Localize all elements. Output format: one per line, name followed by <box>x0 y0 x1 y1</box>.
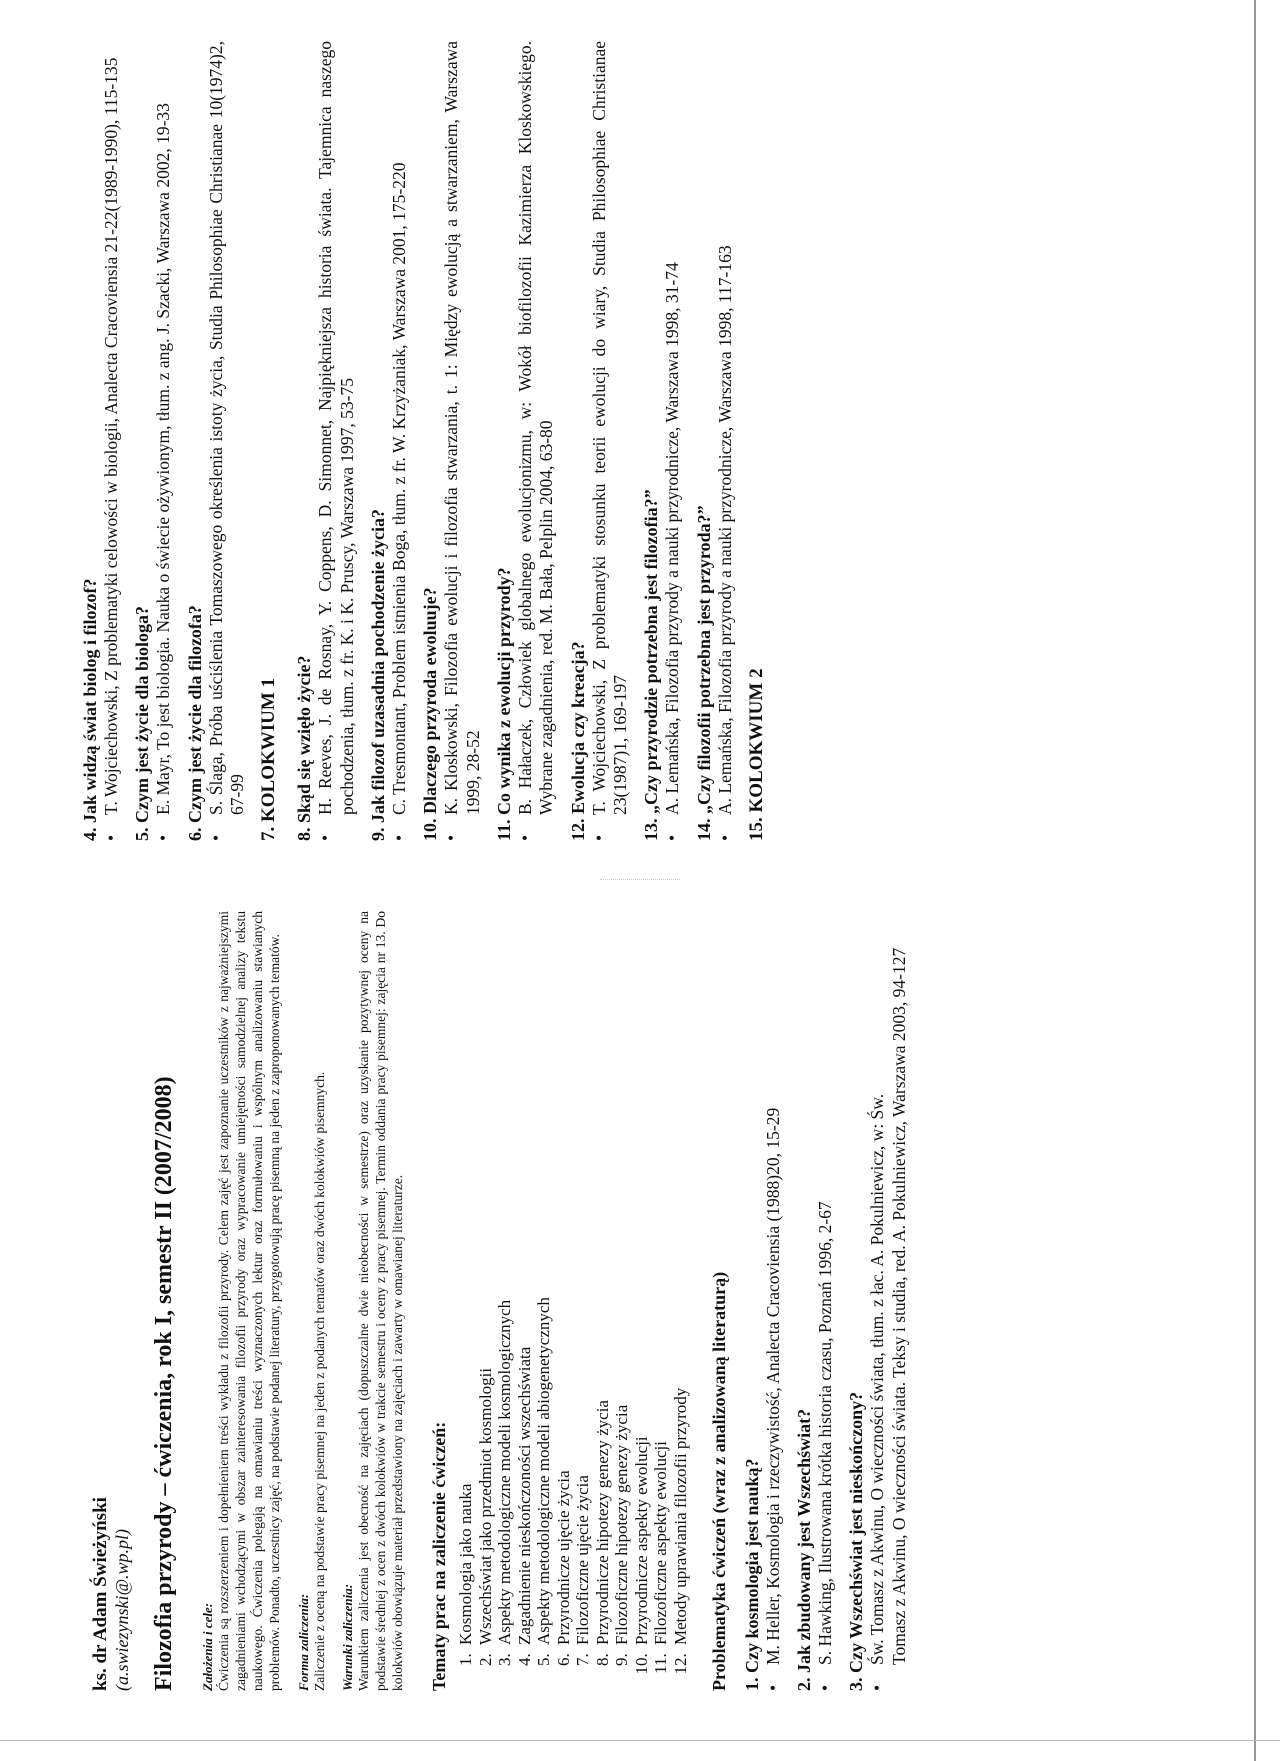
form-heading: Forma zaliczenia: <box>295 1593 311 1691</box>
problem-item <box>846 911 910 1691</box>
list-item: 7. Filozoficzne ujęcie życia <box>573 911 593 1649</box>
form-text: Zaliczenie z oceną na podstawie pracy pisemnej na jeden z podanych tematów oraz dwóch kolokwiów pisemnych. <box>311 1071 327 1691</box>
list-item: 8. Przyrodnicze hipotezy genezy życia <box>593 911 613 1649</box>
bullet-icon: • <box>762 1684 783 1691</box>
problem-title: 9. Jak filozof uzasadnia pochodzenie życia? <box>368 509 389 841</box>
problem-item <box>420 41 484 841</box>
bibliography-entry: • B. Hałaczek, Człowiek globalnego ewolucjonizmu, w: Wokół biofilozofii Kazimierza Kloskowskiego. Wybrane zagadnienia, red. M. Bała, Pelplin 2004, 63-80 <box>515 41 557 841</box>
problem-title: 10. Dlaczego przyroda ewoluuje? <box>420 587 441 841</box>
problem-title: 14. „Czy filozofii potrzebna jest przyroda?” <box>693 505 714 841</box>
list-item: 12. Metody uprawiania filozofii przyrody <box>671 911 691 1649</box>
author-email: (a.swiezynski@.wp.pl) <box>112 1528 132 1691</box>
list-item: 1. Kosmologia jako nauka <box>456 911 476 1649</box>
bullet-icon: • <box>205 834 226 841</box>
topics-heading: Tematy prac na zaliczenie ćwiczeń: <box>429 1421 449 1691</box>
bibliography-entry: • M. Heller, Kosmologia i rzeczywistość, Analecta Cracoviensia (1988)20, 15-29 <box>762 1107 783 1691</box>
list-item: 2. Wszechświat jako przedmiot kosmologii <box>476 911 496 1649</box>
problem-title: 12. Ewolucja czy kreacja? <box>567 641 588 841</box>
author-name: ks. dr Adam Świeżyński <box>90 1497 111 1691</box>
bibliography-entry: • S. Ślaga, Próba uściślenia Tomaszowego określenia istoty życia, Studia Philosophiae Christianae 10(1974)2, 67-99 <box>205 41 248 841</box>
problem-item <box>641 41 683 841</box>
fold-divider <box>600 878 680 880</box>
problem-item <box>132 41 174 841</box>
list-item: 3. Aspekty metodologiczne modeli kosmologicznych <box>495 911 515 1649</box>
bullet-icon: • <box>441 834 462 841</box>
bullet-icon: • <box>814 1684 835 1691</box>
bullet-icon: • <box>515 834 536 841</box>
conditions-text: Warunkiem zaliczenia jest obecność na zajęciach (dopuszczalne dwie nieobecności w semestrze) oraz uzyskanie pozytywnej oceny na podstawie średniej z ocen z dwóch kolokwiów w trakcie semestru i oceny z pracy pisemnej. Termin oddania pracy pisemnej: zajęcia nr 13. Do kolokwiów obowiązuje materiał przedstawiony na zajęciach i zawarty w omawianej literaturze. <box>356 911 406 1691</box>
right-column <box>0 31 1280 851</box>
list-item: 5. Aspekty metodologiczne modeli abiogenetycznych <box>534 911 554 1649</box>
bullet-icon: • <box>662 834 683 841</box>
bibliography-entry: • E. Mayr, To jest biologia. Nauka o świecie ożywionym, tłum. z ang. J. Szacki, Warszawa 2002, 19-33 <box>153 103 174 841</box>
list-item: 6. Przyrodnicze ujęcie życia <box>554 911 574 1649</box>
problem-title: 4. Jak widzą świat biolog i filozof? <box>80 578 100 841</box>
bullet-icon: • <box>101 834 121 841</box>
topics-list <box>456 911 691 1691</box>
list-item: 4. Zagadnienie nieskończoności wszechświata <box>515 911 535 1649</box>
bullet-icon: • <box>315 834 336 841</box>
problem-item <box>794 911 836 1691</box>
problem-title: 3. Czy Wszechświat jest nieskończony? <box>846 1391 867 1691</box>
bullet-icon: • <box>867 1684 888 1691</box>
page-title: Filozofia przyrody – ćwiczenia, rok I, semestr II (2007/2008) <box>151 1076 177 1691</box>
problem-title: 5. Czym jest życie dla biologa? <box>132 606 153 841</box>
bullet-icon: • <box>588 834 609 841</box>
bullet-icon: • <box>153 834 174 841</box>
bibliography-entry: • Św. Tomasz z Akwinu, O wieczności świata, tłum. z łac. A. Pokulniewicz, w: Św. Tomasz z Akwinu, O wieczności świata. Teksy i studia, red. A. Pokulniewicz, Warszawa 2003, 94-127 <box>867 947 909 1691</box>
assumptions-heading: Założenia i cele: <box>200 1602 215 1691</box>
problem-item <box>742 911 784 1691</box>
left-column <box>0 891 1280 1721</box>
problems-heading: Problematyka ćwiczeń (wraz z analizowaną literaturą) <box>708 1271 729 1691</box>
kolokwium-label: 7. KOLOKWIUM 1 <box>258 677 280 841</box>
bibliography-entry: • A. Lemańska, Filozofia przyrody a nauki przyrodnicze, Warszawa 1998, 117-163 <box>714 245 735 841</box>
list-item: 9. Filozoficzne hipotezy genezy życia <box>612 911 632 1649</box>
problem-title: 2. Jak zbudowany jest Wszechświat? <box>793 1408 814 1691</box>
problem-title: 8. Skąd się wzięło życie? <box>294 655 315 841</box>
bullet-icon: • <box>714 834 735 841</box>
problem-item <box>494 41 558 841</box>
problem-item <box>80 41 122 841</box>
bibliography-entry: • K. Kloskowski, Filozofia ewolucji i filozofia stwarzania, t. 1: Między ewolucją a stwarzaniem, Warszawa 1999, 28-52 <box>441 41 483 841</box>
list-item: 10. Przyrodnicze aspekty ewolucji <box>632 911 652 1649</box>
list-item: 11. Filozoficzne aspekty ewolucji <box>651 911 671 1649</box>
bibliography-entry: • C. Tresmontant, Problem istnienia Boga, tłum. z fr. W. Krzyżaniak, Warszawa 2001, 175-220 <box>389 162 410 841</box>
assumptions-text: Ćwiczenia są rozszerzeniem i dopełnieniem treści wykładu z filozofii przyrody. Celem zajęć jest zapoznanie uczestników z najważniejszymi zagadnieniami wchodzącymi w obszar zainteresowania filozofii przyrody oraz wypracowanie umiejętności samodzielnej analizy tekstu naukowego. Ćwiczenia polegają na omawianiu treści wyznaczonych lektur oraz formułowaniu i wspólnym analizowaniu stawianych problemów. Ponadto, uczestnicy zajęć, na podstawie podanej literatury, przygotowują pracę pisemną na jeden z zaproponowanych tematów. <box>216 911 282 1691</box>
problem-item <box>294 41 358 841</box>
problem-title: 6. Czym jest życie dla filozofa? <box>184 605 205 841</box>
problem-item <box>568 41 632 841</box>
problem-item <box>185 41 249 841</box>
problem-item <box>694 41 736 841</box>
bibliography-entry: • H. Reeves, J. de Rosnay, Y. Coppens, D. Simonnet, Najpiękniejsza historia świata. Tajemnica naszego pochodzenia, tłum. z fr. K. i K. Pruscy, Warszawa 1997, 53-75 <box>315 41 357 841</box>
problem-title: 13. „Czy przyrodzie potrzebna jest filozofia?” <box>641 489 662 841</box>
bullet-icon: • <box>389 834 410 841</box>
bibliography-entry: • T. Wojciechowski, Z problematyki celowości w biologii, Analecta Cracoviensia 21-22(1989-1990), 115-135 <box>101 57 121 841</box>
bibliography-entry: • T. Wojciechowski, Z problematyki stosunku teorii ewolucji do wiary, Studia Philosophiae Christianae 23(1987)1, 169-197 <box>588 41 631 841</box>
bibliography-entry: • A. Lemańska, Filozofia przyrody a nauki przyrodnicze, Warszawa 1998, 31-74 <box>662 262 683 841</box>
conditions-heading: Warunki zaliczenia: <box>340 1583 356 1691</box>
problem-title: 1. Czy kosmologia jest nauką? <box>741 1458 762 1691</box>
problem-title: 11. Co wynika z ewolucji przyrody? <box>494 567 515 841</box>
problem-item <box>368 41 410 841</box>
bibliography-entry: • S. Hawking, Ilustrowana krótka historia czasu, Poznań 1996, 2-67 <box>814 1201 835 1691</box>
kolokwium-label: 15. KOLOKWIUM 2 <box>746 668 768 841</box>
